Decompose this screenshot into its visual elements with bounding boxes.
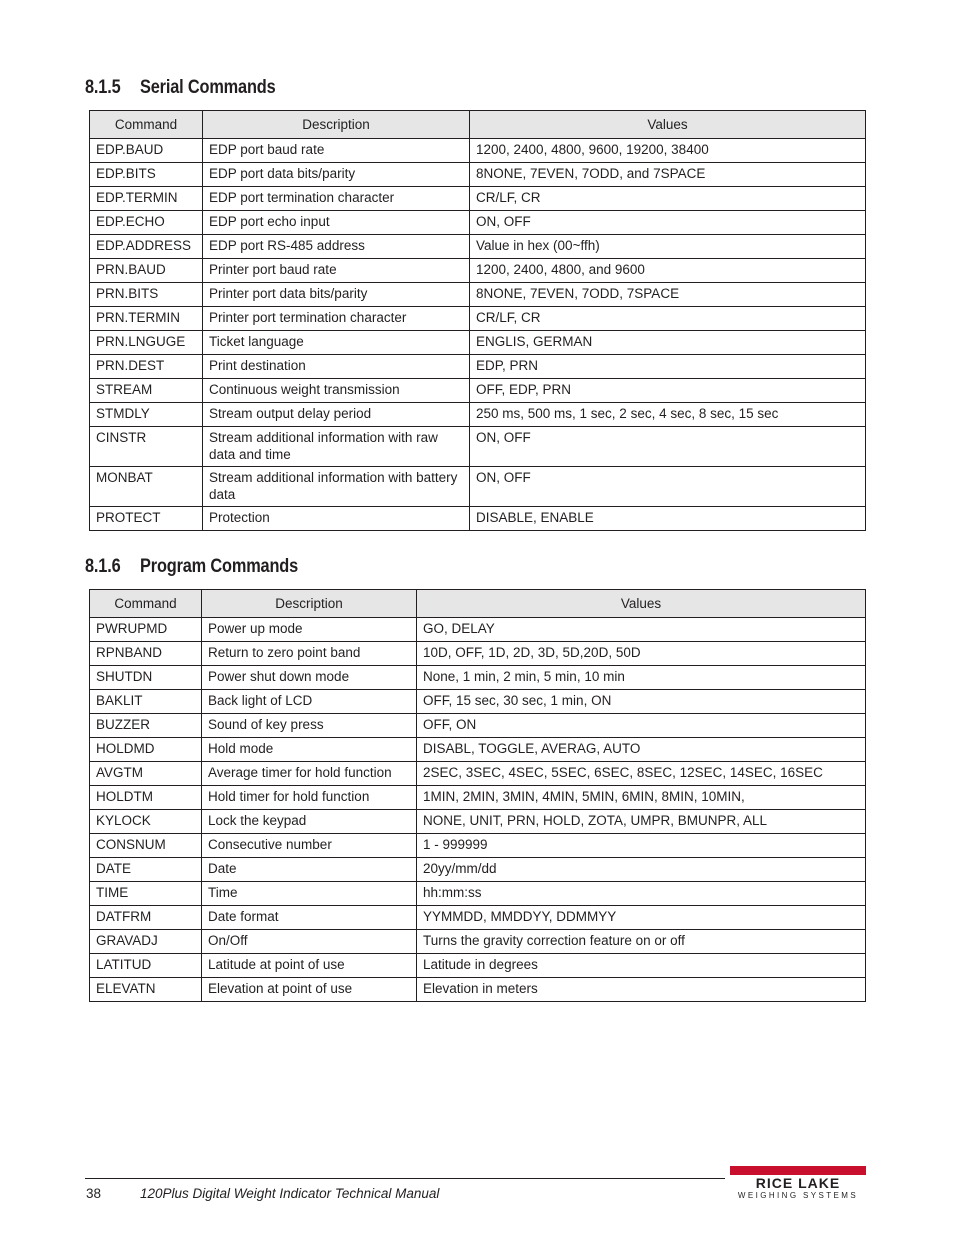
values-cell: 1200, 2400, 4800, and 9600 [470, 259, 866, 283]
description-cell: Ticket language [203, 331, 470, 355]
description-cell: EDP port RS-485 address [203, 235, 470, 259]
table-row [90, 235, 866, 259]
command-cell: ELEVATN [90, 978, 202, 1002]
values-cell: DISABLE, ENABLE [470, 507, 866, 531]
command-cell: EDP.ADDRESS [90, 235, 203, 259]
table-row [90, 211, 866, 235]
table-row [90, 858, 866, 882]
values-cell: 1MIN, 2MIN, 3MIN, 4MIN, 5MIN, 6MIN, 8MIN, 10MIN, [417, 786, 866, 810]
values-cell: ON, OFF [470, 467, 866, 507]
command-cell: PRN.TERMIN [90, 307, 203, 331]
command-cell: AVGTM [90, 762, 202, 786]
values-cell: OFF, ON [417, 714, 866, 738]
table-row [90, 906, 866, 930]
column-header-description: Description [202, 590, 417, 618]
command-cell: LATITUD [90, 954, 202, 978]
description-cell: EDP port data bits/parity [203, 163, 470, 187]
table-row [90, 307, 866, 331]
table-row [90, 834, 866, 858]
values-cell: Value in hex (00~ffh) [470, 235, 866, 259]
command-cell: HOLDTM [90, 786, 202, 810]
column-header-values: Values [470, 111, 866, 139]
description-cell: EDP port echo input [203, 211, 470, 235]
values-cell: GO, DELAY [417, 618, 866, 642]
serial-commands-table [89, 110, 866, 531]
values-cell: Turns the gravity correction feature on or off [417, 930, 866, 954]
table-row [90, 379, 866, 403]
section-number: 8.1.5 [85, 77, 121, 98]
description-cell: EDP port baud rate [203, 139, 470, 163]
table-row [90, 882, 866, 906]
values-cell: DISABL, TOGGLE, AVERAG, AUTO [417, 738, 866, 762]
command-cell: DATFRM [90, 906, 202, 930]
serial-commands-heading [85, 77, 275, 99]
values-cell: 20yy/mm/dd [417, 858, 866, 882]
values-cell: 1 - 999999 [417, 834, 866, 858]
values-cell: OFF, 15 sec, 30 sec, 1 min, ON [417, 690, 866, 714]
command-cell: EDP.BAUD [90, 139, 203, 163]
values-cell: CR/LF, CR [470, 187, 866, 211]
table-row [90, 163, 866, 187]
command-cell: STREAM [90, 379, 203, 403]
description-cell: On/Off [202, 930, 417, 954]
description-cell: Power shut down mode [202, 666, 417, 690]
description-cell: Return to zero point band [202, 642, 417, 666]
table-row [90, 690, 866, 714]
values-cell: OFF, EDP, PRN [470, 379, 866, 403]
command-cell: DATE [90, 858, 202, 882]
command-cell: PWRUPMD [90, 618, 202, 642]
description-cell: Lock the keypad [202, 810, 417, 834]
description-cell: Elevation at point of use [202, 978, 417, 1002]
command-cell: RPNBAND [90, 642, 202, 666]
program-commands-heading [85, 556, 298, 578]
table-row [90, 666, 866, 690]
footer-divider [85, 1178, 725, 1179]
command-cell: BUZZER [90, 714, 202, 738]
table-row [90, 331, 866, 355]
values-cell: 10D, OFF, 1D, 2D, 3D, 5D,20D, 50D [417, 642, 866, 666]
values-cell: YYMMDD, MMDDYY, DDMMYY [417, 906, 866, 930]
description-cell: Stream additional information with raw data and time [203, 427, 470, 467]
command-cell: CONSNUM [90, 834, 202, 858]
description-cell: Print destination [203, 355, 470, 379]
section-title: Serial Commands [140, 77, 276, 98]
command-cell: PRN.LNGUGE [90, 331, 203, 355]
table-row [90, 283, 866, 307]
table-row [90, 427, 866, 467]
serial-table-body [90, 139, 866, 531]
table-row [90, 139, 866, 163]
section-number: 8.1.6 [85, 556, 121, 577]
values-cell: NONE, UNIT, PRN, HOLD, ZOTA, UMPR, BMUNPR, ALL [417, 810, 866, 834]
logo-brand-text: RICE LAKE [755, 1175, 841, 1191]
values-cell: 8NONE, 7EVEN, 7ODD, and 7SPACE [470, 163, 866, 187]
table-row [90, 738, 866, 762]
table-row [90, 930, 866, 954]
rice-lake-logo [730, 1166, 870, 1202]
table-row [90, 403, 866, 427]
table-row [90, 187, 866, 211]
table-row [90, 355, 866, 379]
column-header-values: Values [417, 590, 866, 618]
section-title: Program Commands [140, 556, 299, 577]
command-cell: EDP.BITS [90, 163, 203, 187]
description-cell: Time [202, 882, 417, 906]
values-cell: 2SEC, 3SEC, 4SEC, 5SEC, 6SEC, 8SEC, 12SEC, 14SEC, 16SEC [417, 762, 866, 786]
command-cell: KYLOCK [90, 810, 202, 834]
description-cell: Protection [203, 507, 470, 531]
description-cell: Printer port baud rate [203, 259, 470, 283]
program-commands-table [89, 589, 866, 1002]
command-cell: SHUTDN [90, 666, 202, 690]
description-cell: Average timer for hold function [202, 762, 417, 786]
table-row [90, 642, 866, 666]
description-cell: Stream output delay period [203, 403, 470, 427]
description-cell: Power up mode [202, 618, 417, 642]
values-cell: None, 1 min, 2 min, 5 min, 10 min [417, 666, 866, 690]
command-cell: STMDLY [90, 403, 203, 427]
table-row [90, 259, 866, 283]
description-cell: EDP port termination character [203, 187, 470, 211]
table-header-row [90, 590, 866, 618]
description-cell: Printer port termination character [203, 307, 470, 331]
page-number: 38 [86, 1186, 102, 1201]
table-row [90, 714, 866, 738]
table-row [90, 954, 866, 978]
description-cell: Hold mode [202, 738, 417, 762]
manual-title: 120Plus Digital Weight Indicator Technical Manual [140, 1186, 440, 1201]
table-row [90, 978, 866, 1002]
command-cell: CINSTR [90, 427, 203, 467]
values-cell: Latitude in degrees [417, 954, 866, 978]
program-table-body [90, 618, 866, 1002]
values-cell: 8NONE, 7EVEN, 7ODD, 7SPACE [470, 283, 866, 307]
values-cell: EDP, PRN [470, 355, 866, 379]
command-cell: PRN.BITS [90, 283, 203, 307]
values-cell: 1200, 2400, 4800, 9600, 19200, 38400 [470, 139, 866, 163]
description-cell: Date [202, 858, 417, 882]
description-cell: Date format [202, 906, 417, 930]
table-row [90, 786, 866, 810]
description-cell: Printer port data bits/parity [203, 283, 470, 307]
column-header-description: Description [203, 111, 470, 139]
values-cell: hh:mm:ss [417, 882, 866, 906]
description-cell: Continuous weight transmission [203, 379, 470, 403]
command-cell: MONBAT [90, 467, 203, 507]
description-cell: Hold timer for hold function [202, 786, 417, 810]
column-header-command: Command [90, 590, 202, 618]
column-header-command: Command [90, 111, 203, 139]
command-cell: TIME [90, 882, 202, 906]
command-cell: PRN.DEST [90, 355, 203, 379]
command-cell: PRN.BAUD [90, 259, 203, 283]
description-cell: Consecutive number [202, 834, 417, 858]
command-cell: GRAVADJ [90, 930, 202, 954]
logo-red-bar [730, 1166, 866, 1175]
command-cell: HOLDMD [90, 738, 202, 762]
values-cell: Elevation in meters [417, 978, 866, 1002]
description-cell: Back light of LCD [202, 690, 417, 714]
command-cell: EDP.TERMIN [90, 187, 203, 211]
description-cell: Sound of key press [202, 714, 417, 738]
values-cell: ON, OFF [470, 427, 866, 467]
table-row [90, 810, 866, 834]
table-header-row [90, 111, 866, 139]
table-row [90, 618, 866, 642]
table-row [90, 762, 866, 786]
logo-subtitle-text: WEIGHING SYSTEMS [737, 1191, 859, 1200]
table-row [90, 507, 866, 531]
values-cell: CR/LF, CR [470, 307, 866, 331]
values-cell: 250 ms, 500 ms, 1 sec, 2 sec, 4 sec, 8 sec, 15 sec [470, 403, 866, 427]
values-cell: ON, OFF [470, 211, 866, 235]
values-cell: ENGLIS, GERMAN [470, 331, 866, 355]
description-cell: Stream additional information with battery data [203, 467, 470, 507]
description-cell: Latitude at point of use [202, 954, 417, 978]
table-row [90, 467, 866, 507]
command-cell: EDP.ECHO [90, 211, 203, 235]
command-cell: BAKLIT [90, 690, 202, 714]
command-cell: PROTECT [90, 507, 203, 531]
